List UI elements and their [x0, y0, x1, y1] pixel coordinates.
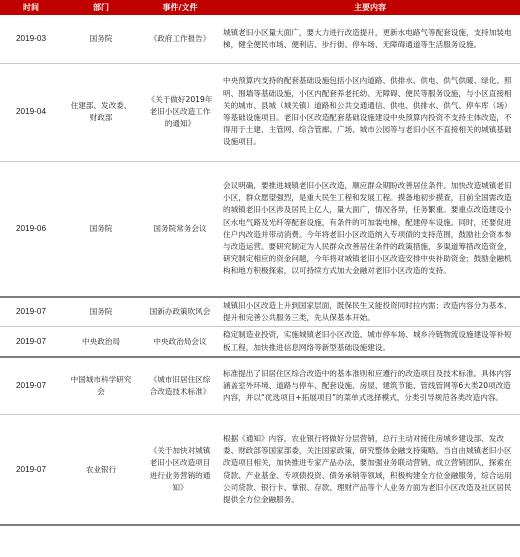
- table-row: [0, 357, 520, 415]
- header-dept: 部门: [62, 0, 140, 15]
- cell-dept: 住建部、发改委、财政部: [62, 63, 140, 161]
- table-row: [0, 327, 520, 357]
- cell-dept: 国务院: [62, 161, 140, 297]
- cell-main: 稳定制造业投资，实施城镇老旧小区改造、城市停车场、城乡冷链物流设施建设等补短板工程，加快推进信息网络等新型基础设施建设。: [220, 327, 520, 357]
- cell-dept: 农业银行: [62, 415, 140, 525]
- cell-dept: 国务院: [62, 297, 140, 327]
- cell-time: 2019-07: [0, 297, 62, 327]
- cell-main: 根据《通知》内容，农业银行将做好分层营销，总行主动对接住房城乡建设部、发改委、财政部等国家部委，关注国家政策，研究整体金融支持策略。当自由城镇老旧小区改造项目相关，加快推进专家产品办法，要加强业务联动营销，成立营销团队，探索在贷款、产业基金、专项债投资、债务承销等领域，积极构建全方位金融服务，综合运用公司贷款、银行卡、掌银、存款、理财产品等个人业务方面为老旧小区改造及社区居民提供全方位金融服务。: [220, 415, 520, 525]
- header-time: 时间: [0, 0, 62, 15]
- table-row: [0, 297, 520, 327]
- cell-event: 国新办政策吹风会: [140, 297, 220, 327]
- cell-event: 《关于加快对城镇老旧小区改造项目进行业务营销的通知》: [140, 415, 220, 525]
- cell-time: 2019-03: [0, 15, 62, 63]
- cell-main: 会议明确，要推进城镇老旧小区改造，顺应群众期盼改善居住条件。加快改造城镇老旧小区，群众愿望强烈，是重大民生工程和发展工程。摸备地初步摸查，目前全国需改造的城镇老旧小区涉及居民上亿人，量大面广，情况各异，任务繁重。要重点改造建设小区水电气路及光纤等配套设施，有条件的可加装电梯，配建停车设施。同时，还要促进住户内改造并带动消费。今年将老旧小区改造纳入专项债的支持范围，鼓励社会资本参与改造运营。要研究制定为人民群众改善居住条件的政策措施，多渠道筹措改造资金，研究制定相应的资金问题，今年将对城镇老旧小区改造安排中央补助资金；鼓励金融机构和地方积极探索，以可持续方式加大金融对老旧小区改造的支持。: [220, 161, 520, 297]
- cell-time: 2019-04: [0, 63, 62, 161]
- table-row: [0, 161, 520, 297]
- table-row: [0, 15, 520, 63]
- cell-time: 2019-07: [0, 357, 62, 415]
- cell-main: 城镇旧小区改造上升到国家层面，既保民生又能投资同时拉内需；改造内容分为基本、提升和完善公共服务三类，先从保基本开始。: [220, 297, 520, 327]
- header-main: 主要内容: [220, 0, 520, 15]
- cell-event: 国务院常务会议: [140, 161, 220, 297]
- cell-main: 标准提出了旧居住区综合改造中的基本准则和应遵行的改造项目及技术标准。具体内容涵盖室外环境、道路与停车、配套设施、房屋、建筑节能、管线管网等6大类20项改造内容，并以“优选项目+拓展项目”的菜单式选择模式，分类引导规范各类改造内容。: [220, 357, 520, 415]
- cell-time: 2019-07: [0, 415, 62, 525]
- cell-event: 中央政治局会议: [140, 327, 220, 357]
- cell-event: 《政府工作报告》: [140, 15, 220, 63]
- cell-main: 城镇老旧小区量大面广，要大力进行改造提升，更新水电路气等配套设施，支持加装电梯，健全便民市场、便利店、步行街、停车场、无障碍通道等生活服务设施。: [220, 15, 520, 63]
- cell-time: 2019-06: [0, 161, 62, 297]
- cell-dept: 国务院: [62, 15, 140, 63]
- cell-event: 《关于做好2019年老旧小区改造工作的通知》: [140, 63, 220, 161]
- header-event: 事件/文件: [140, 0, 220, 15]
- cell-event: 《城市旧居住区综合改造技术标准》: [140, 357, 220, 415]
- cell-main: 中央预算内支持的配套基础设施包括小区内道路、供排水、供电、供气供暖、绿化、照明、围墙等基础设施，小区内配套养老托幼、无障碍、便民等服务设施，与小区直接相关的城市、县城（城关镇）道路和公共交通通信、供电、供排水、供气、停车库（场）等基础设施项目。老旧小区改造配套基础设施建设中央预算内投资不支持主体改造，不得用于土建、主管网、综合管廊、广场、城市公园等与老旧小区不直接相关的城镇基础设施项目。: [220, 63, 520, 161]
- cell-dept: 中央政治局: [62, 327, 140, 357]
- table-row: [0, 63, 520, 161]
- cell-dept: 中国城市科学研究会: [62, 357, 140, 415]
- cell-time: 2019-07: [0, 327, 62, 357]
- table-header-row: [0, 0, 520, 15]
- table-row: [0, 415, 520, 525]
